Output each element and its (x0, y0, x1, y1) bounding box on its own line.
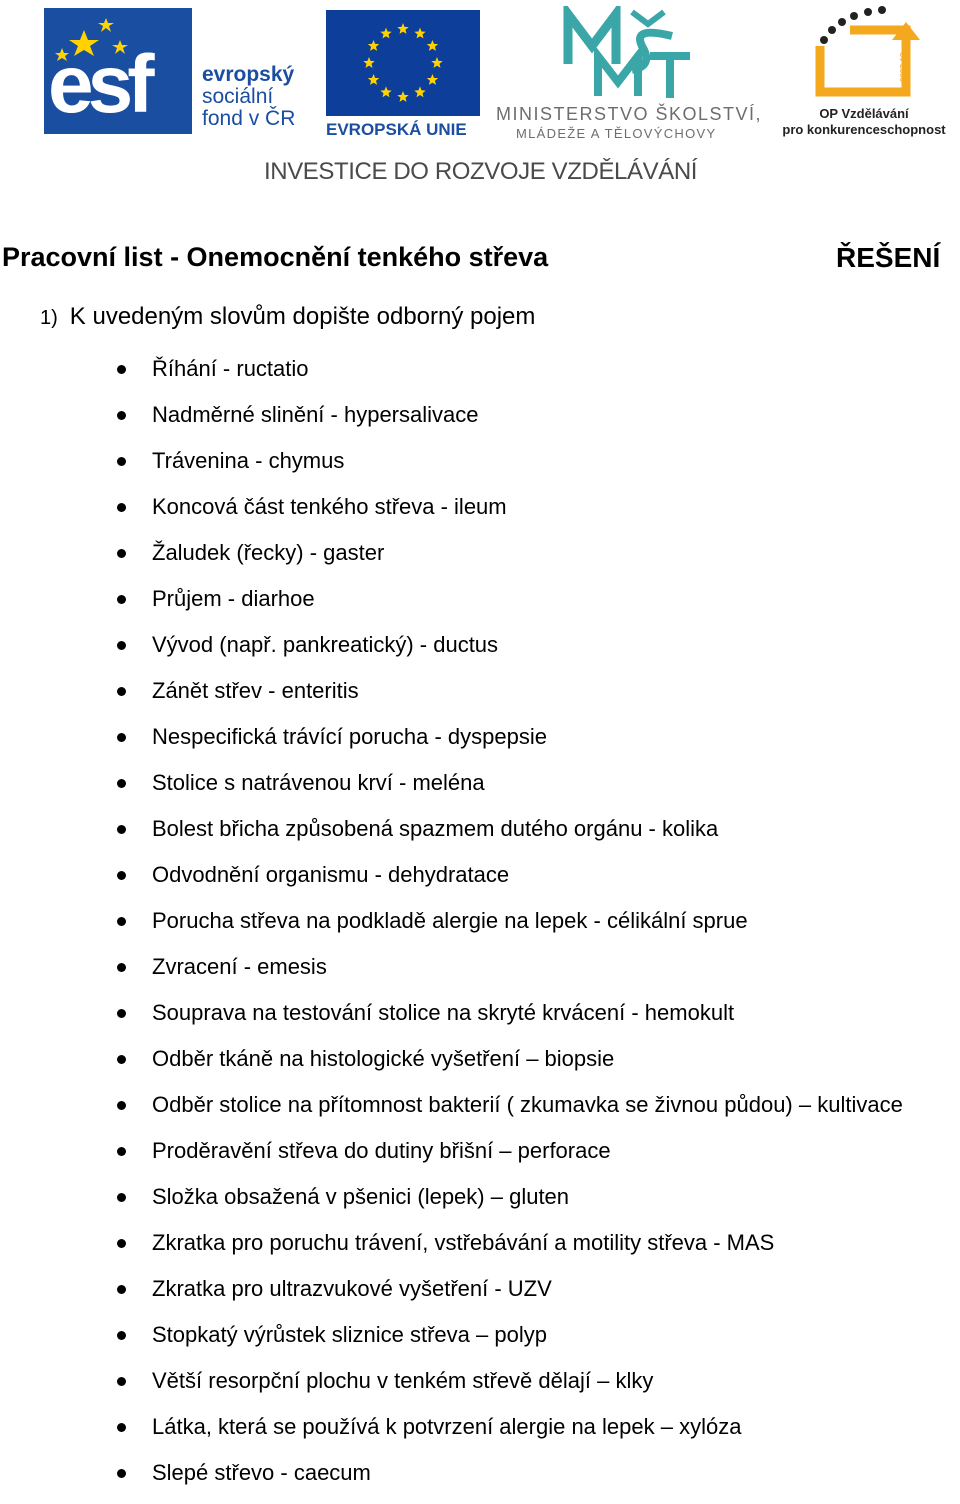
list-item (112, 1458, 903, 1504)
eu-star (368, 74, 380, 85)
bullet-icon (117, 1377, 126, 1386)
list-item (112, 354, 903, 400)
op-line-2: pro konkurenceschopnost (782, 122, 946, 137)
list-item-text: Trávenina - chymus (152, 448, 345, 473)
eu-star (427, 74, 439, 85)
bullet-icon (117, 1055, 126, 1064)
list-item-text: Vývod (např. pankreatický) - ductus (152, 632, 499, 657)
list-item (112, 998, 903, 1044)
list-item-text: Odběr stolice na přítomnost bakterií ( zkumavka se živnou půdou) – kultivace (152, 1092, 903, 1117)
list-item (112, 814, 903, 860)
eu-star (414, 28, 425, 39)
esf-logo-box (44, 8, 192, 134)
msmt-mark-icon (562, 6, 692, 100)
bullet-icon (117, 1147, 126, 1156)
list-item-text: Složka obsažená v pšenici (lepek) – gluten (152, 1184, 570, 1209)
msmt-line-2: MLÁDEŽE A TĚLOVÝCHOVY (516, 126, 717, 141)
op-name (776, 106, 952, 138)
list-item-text: Odběr tkáně na histologické vyšetření – biopsie (152, 1046, 615, 1071)
list-item-text: Proděravění střeva do dutiny břišní – perforace (152, 1138, 611, 1163)
logo-header (0, 0, 960, 200)
list-item (112, 676, 903, 722)
list-item-text: Látka, která se používá k potvrzení alergie na lepek – xylóza (152, 1414, 742, 1439)
esf-letters: esf (48, 39, 149, 130)
eu-name: EVROPSKÁ UNIE (326, 120, 467, 139)
question-text: K uvedeným slovům dopište odborný pojem (69, 303, 536, 330)
bullet-icon (117, 1239, 126, 1248)
eu-logo (326, 10, 484, 140)
bullet-icon (117, 825, 126, 834)
list-item-text: Koncová část tenkého střeva - ileum (152, 494, 507, 519)
eu-star (414, 86, 425, 97)
list-item (112, 1274, 903, 1320)
list-item-text: Stolice s natrávenou krví - meléna (152, 770, 485, 795)
bullet-icon (117, 595, 126, 604)
bullet-icon (117, 779, 126, 788)
bullet-icon (117, 733, 126, 742)
msmt-logo (496, 6, 764, 140)
eu-star (397, 91, 408, 102)
esf-line-2: sociální (202, 85, 274, 108)
bullet-icon (117, 917, 126, 926)
eu-flag (326, 10, 480, 116)
list-item-text: Zkratka pro poruchu trávení, vstřebávání a motility střeva - MAS (152, 1230, 775, 1255)
esf-name (202, 64, 295, 130)
list-item (112, 1136, 903, 1182)
list-item (112, 860, 903, 906)
eu-stars-icon (326, 10, 480, 116)
list-item-text: Zánět střev - enteritis (152, 678, 359, 703)
bullet-icon (117, 365, 126, 374)
list-item-text: Žaludek (řecky) - gaster (152, 540, 385, 565)
list-item (112, 584, 903, 630)
bullet-icon (117, 1101, 126, 1110)
list-item-text: Zvracení - emesis (152, 954, 327, 979)
bullet-icon (117, 457, 126, 466)
bullet-icon (117, 687, 126, 696)
list-item (112, 446, 903, 492)
bullet-icon (117, 641, 126, 650)
list-item-text: Větší resorpční plochu v tenkém střevě dělají – klky (152, 1368, 654, 1393)
question-heading (40, 303, 535, 331)
term-list (112, 354, 903, 1504)
bullet-icon (117, 871, 126, 880)
eu-star (363, 57, 374, 68)
eu-star (380, 86, 391, 97)
list-item-text: Souprava na testování stolice na skryté krvácení - hemokult (152, 1000, 735, 1025)
list-item-text: Říhání - ructatio (152, 356, 309, 381)
bullet-icon (117, 1469, 126, 1478)
list-item-text: Bolest břicha způsobená spazmem dutého orgánu - kolika (152, 816, 719, 841)
solution-label: ŘEŠENÍ (836, 242, 941, 273)
bullet-icon (117, 549, 126, 558)
list-item (112, 906, 903, 952)
list-item (112, 1090, 903, 1136)
list-item (112, 1228, 903, 1274)
list-item-text: Nadměrné slinění - hypersalivace (152, 402, 479, 427)
list-item-text: Zkratka pro ultrazvukové vyšetření - UZV (152, 1276, 552, 1301)
list-item (112, 1366, 903, 1412)
list-item (112, 492, 903, 538)
page-title: Pracovní list - Onemocnění tenkého střeva (2, 242, 549, 272)
list-item-text: Odvodnění organismu - dehydratace (152, 862, 510, 887)
esf-line-3: fond v ČR (202, 107, 296, 130)
list-item-text: Nespecifická trávící porucha - dyspepsie (152, 724, 547, 749)
eu-star (431, 57, 442, 68)
op-badge: 2007-13 (899, 52, 908, 82)
question-number: 1) (40, 307, 58, 329)
eu-star (380, 28, 391, 39)
esf-logo (44, 8, 316, 140)
bullet-icon (117, 1285, 126, 1294)
eu-star (427, 40, 439, 51)
eu-star (368, 40, 380, 51)
bullet-icon (117, 1009, 126, 1018)
list-item-text: Průjem - diarhoe (152, 586, 315, 611)
eu-star (397, 23, 408, 34)
list-item (112, 722, 903, 768)
bullet-icon (117, 411, 126, 420)
tagline: INVESTICE DO ROZVOJE VZDĚLÁVÁNÍ (264, 158, 698, 185)
bullet-icon (117, 1331, 126, 1340)
list-item (112, 1320, 903, 1366)
op-line-1: OP Vzdělávání (819, 106, 909, 121)
list-item (112, 1182, 903, 1228)
list-item (112, 1412, 903, 1458)
msmt-line-1: MINISTERSTVO ŠKOLSTVÍ, (496, 104, 763, 124)
list-item (112, 400, 903, 446)
list-item (112, 768, 903, 814)
list-item (112, 538, 903, 584)
list-item-text: Slepé střevo - caecum (152, 1460, 371, 1485)
bullet-icon (117, 1423, 126, 1432)
list-item-text: Stopkatý výrůstek sliznice střeva – polyp (152, 1322, 547, 1347)
list-item (112, 952, 903, 998)
list-item-text: Porucha střeva na podkladě alergie na lepek - célikální sprue (152, 908, 748, 933)
bullet-icon (117, 1193, 126, 1202)
op-logo (776, 6, 952, 140)
esf-line-1: evropský (202, 63, 295, 86)
bullet-icon (117, 503, 126, 512)
list-item (112, 1044, 903, 1090)
bullet-icon (117, 963, 126, 972)
op-mark-icon (806, 6, 922, 100)
list-item (112, 630, 903, 676)
